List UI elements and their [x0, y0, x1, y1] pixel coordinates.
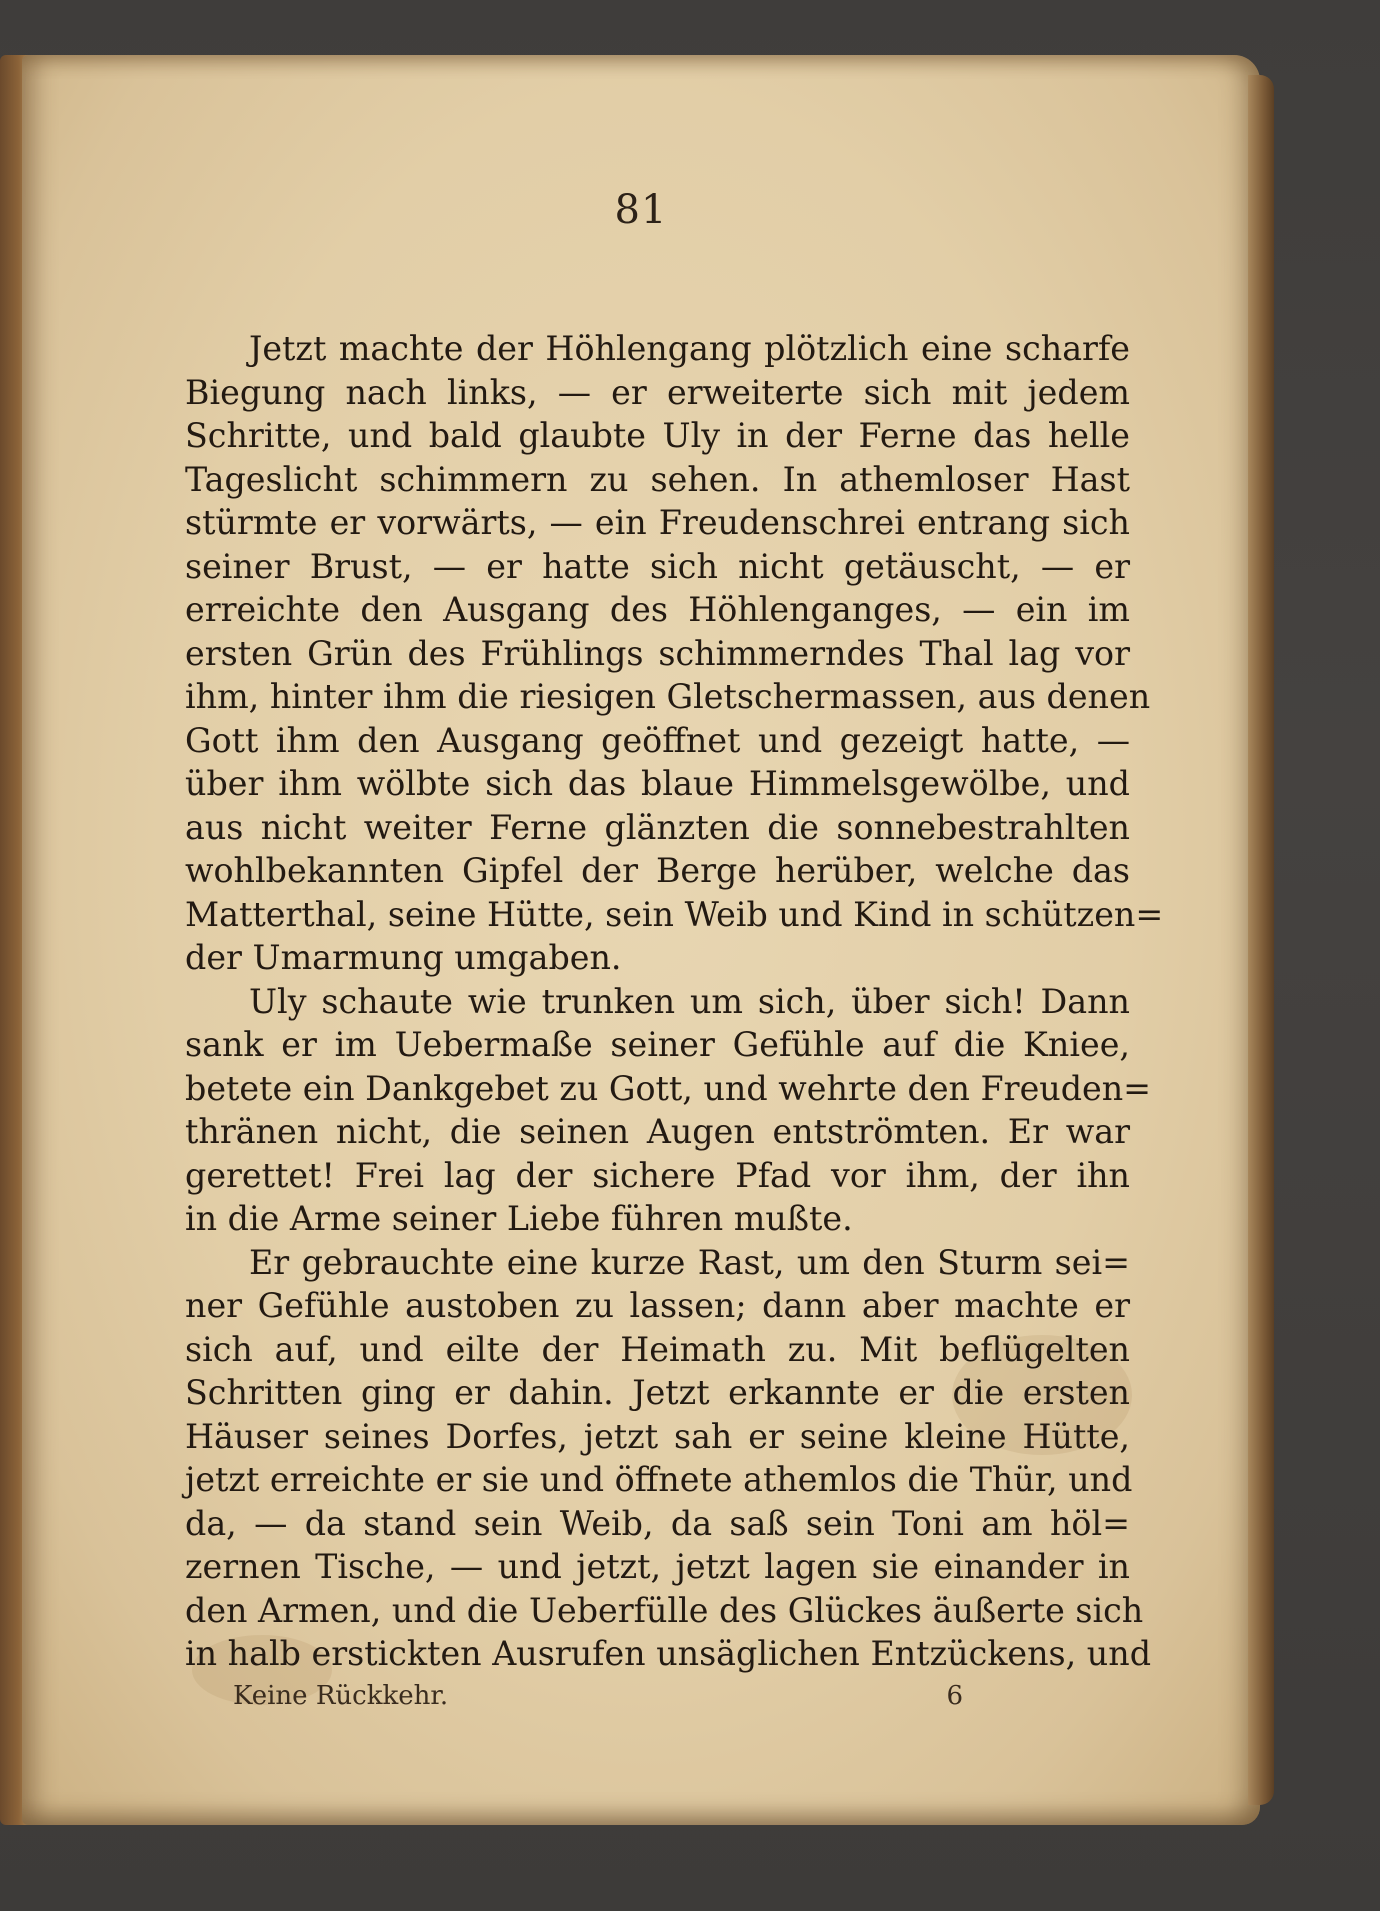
body-text	[185, 327, 1164, 1676]
text-line: betete ein Dankgebet zu Gott, und wehrte den Freuden=	[185, 1068, 1152, 1108]
page-number: 81	[614, 187, 668, 233]
text-line: Schritte, und bald glaubte Uly in der Ferne das helle	[185, 416, 1130, 455]
text-line: ersten Grün des Frühlings schimmerndes Thal lag vor	[185, 633, 1130, 673]
text-line: seiner Brust, — er hatte sich nicht getäuscht, — er	[185, 546, 1130, 586]
text-line: wohlbekannten Gipfel der Berge herüber, welche das	[185, 851, 1130, 890]
text-line: Matterthal, seine Hütte, sein Weib und Kind in schützen=	[185, 894, 1164, 934]
sheet-number: 6	[946, 1681, 963, 1711]
text-line: Uly schaute wie trunken um sich, über sich! Dann	[249, 981, 1130, 1021]
text-line: Häuser seines Dorfes, jetzt sah er seine kleine Hütte,	[185, 1416, 1130, 1456]
text-line: stürmte er vorwärts, — ein Freudenschrei entrang sich	[185, 503, 1130, 542]
text-line: über ihm wölbte sich das blaue Himmelsgewölbe, und	[185, 764, 1130, 803]
text-line: sank er im Uebermaße seiner Gefühle auf die Kniee,	[185, 1025, 1130, 1064]
text-line: ihm, hinter ihm die riesigen Gletschermassen, aus denen	[185, 677, 1151, 716]
text-line: Biegung nach links, — er erweiterte sich mit jedem	[185, 372, 1130, 412]
page-sheet	[22, 55, 1260, 1825]
text-line: ner Gefühle austoben zu lassen; dann aber machte er	[185, 1286, 1130, 1325]
text-line: Gott ihm den Ausgang geöffnet und gezeigt hatte, —	[185, 720, 1130, 760]
text-line: da, — da stand sein Weib, da saß sein Toni am höl=	[185, 1503, 1130, 1543]
text-line: Jetzt machte der Höhlengang plötzlich eine scharfe	[249, 329, 1130, 368]
signature-mark: Keine Rückkehr.	[233, 1681, 449, 1711]
text-line: Er gebrauchte eine kurze Rast, um den Sturm sei=	[249, 1242, 1130, 1282]
text-line: in die Arme seiner Liebe führen mußte.	[185, 1199, 853, 1238]
text-line: aus nicht weiter Ferne glänzten die sonnebestrahlten	[185, 807, 1130, 847]
text-line: zernen Tische, — und jetzt, jetzt lagen sie einander in	[185, 1547, 1130, 1586]
text-line: thränen nicht, die seinen Augen entströmten. Er war	[185, 1112, 1130, 1151]
text-line: der Umarmung umgaben.	[185, 938, 622, 977]
text-line: Schritten ging er dahin. Jetzt erkannte er die ersten	[185, 1373, 1130, 1412]
text-line: Tageslicht schimmern zu sehen. In athemloser Hast	[185, 459, 1130, 499]
text-line: erreichte den Ausgang des Höhlenganges, — ein im	[185, 590, 1130, 629]
text-line: gerettet! Frei lag der sichere Pfad vor ihm, der ihn	[185, 1155, 1130, 1195]
text-line: jetzt erreichte er sie und öffnete athemlos die Thür, und	[185, 1460, 1133, 1499]
text-line: in halb erstickten Ausrufen unsäglichen Entzückens, und	[185, 1634, 1152, 1673]
text-line: den Armen, und die Ueberfülle des Glückes äußerte sich	[185, 1590, 1144, 1630]
text-line: sich auf, und eilte der Heimath zu. Mit beflügelten	[185, 1329, 1130, 1369]
